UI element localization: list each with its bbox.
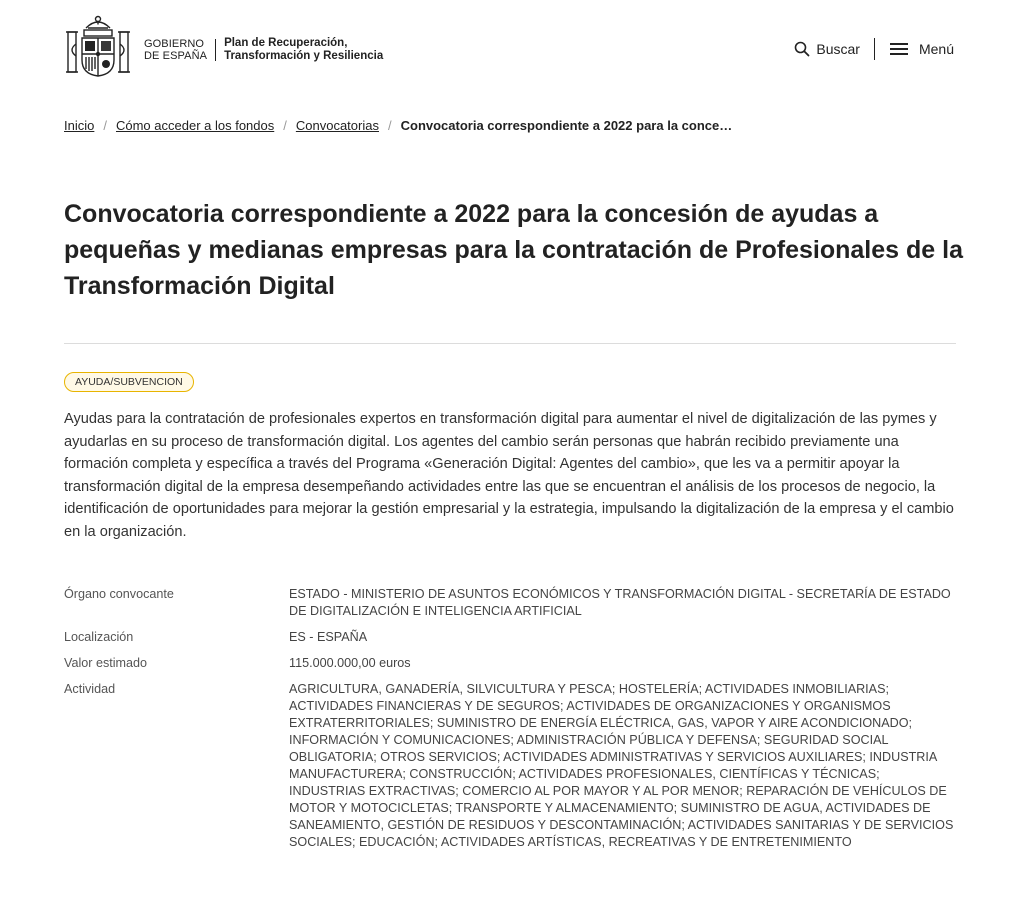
hamburger-menu-icon <box>889 41 909 57</box>
plan-name <box>224 37 383 63</box>
plan-line-1: Plan de Recuperación, <box>224 37 348 49</box>
detail-row-localizacion <box>64 629 958 646</box>
category-badge: AYUDA/SUBVENCION <box>64 372 194 392</box>
details-table <box>64 586 958 860</box>
breadcrumb-link-convocatorias[interactable]: Convocatorias <box>295 118 379 133</box>
government-name <box>144 38 207 62</box>
gov-line-2: DE ESPAÑA <box>144 50 208 62</box>
breadcrumb-separator: / <box>387 118 392 133</box>
detail-value: 115.000.000,00 euros <box>289 656 411 670</box>
breadcrumb-separator: / <box>283 118 287 133</box>
menu-button[interactable] <box>889 41 954 57</box>
breadcrumb-link-acceder-fondos[interactable]: Cómo acceder a los fondos <box>115 118 275 133</box>
detail-label: Órgano convocante <box>64 587 174 601</box>
breadcrumb-separator: / <box>103 118 107 133</box>
coat-of-arms-icon <box>64 14 132 86</box>
detail-row-organo <box>64 586 958 620</box>
breadcrumb-current: Convocatoria correspondiente a 2022 para la conce… <box>400 118 733 133</box>
page-description: Ayudas para la contratación de profesionales expertos en transformación digital para aumentar el nivel de digitalización de las pymes y ayudarlas en su proceso de transformación digital. Los agentes del cambio serán personas que habrán recibido previamente una formación completa y específica a través del Programa «Generación Digital: Agentes del cambio», que les va a permitir apoyar la transformación digital de la empresa desempeñando actividades entre las que se encuentran el análisis de los procesos de negocio, la identificación de oportunidades para mejorar la gestión empresarial y la estrategia, impulsando la digitalización de la empresa y el cambio en la organización. <box>64 411 954 540</box>
logo-link[interactable] <box>64 14 383 86</box>
detail-value: ES - ESPAÑA <box>289 630 368 644</box>
search-button[interactable] <box>794 41 860 57</box>
gov-line-1: GOBIERNO <box>144 38 205 50</box>
detail-row-actividad <box>64 681 958 851</box>
page-title: Convocatoria correspondiente a 2022 para la concesión de ayudas a pequeñas y medianas empresas para la contratación de Profesionales de la Transformación Digital <box>64 200 963 300</box>
detail-label: Localización <box>64 630 134 644</box>
detail-label: Actividad <box>64 682 116 696</box>
detail-row-valor <box>64 655 958 672</box>
detail-label: Valor estimado <box>64 656 148 670</box>
breadcrumb <box>64 118 732 133</box>
header-actions <box>794 38 954 60</box>
site-header <box>0 0 1024 100</box>
breadcrumb-link-inicio[interactable]: Inicio <box>64 118 95 133</box>
search-icon <box>794 41 810 57</box>
detail-value: AGRICULTURA, GANADERÍA, SILVICULTURA Y PESCA; HOSTELERÍA; ACTIVIDADES INMOBILIARIAS; ACTIVIDADES FINANCIERAS Y DE SEGUROS; ACTIVIDADES DE ORGANIZACIONES Y ORGANISMOS EXTRATERRITORIALES; SUMINISTRO DE ENERGÍA ELÉCTRICA, GAS, VAPOR Y AIRE ACONDICIONADO; INFORMACIÓN Y COMUNICACIONES; ADMINISTRACIÓN PÚBLICA Y DEFENSA; SEGURIDAD SOCIAL OBLIGATORIA; OTROS SERVICIOS; ACTIVIDADES ADMINISTRATIVAS Y SERVICIOS AUXILIARES; INDUSTRIA MANUFACTURERA; CONSTRUCCIÓN; ACTIVIDADES PROFESIONALES, CIENTÍFICAS Y TÉCNICAS; INDUSTRIAS EXTRACTIVAS; COMERCIO AL POR MAYOR Y AL POR MENOR; REPARACIÓN DE VEHÍCULOS DE MOTOR Y MOTOCICLETAS; TRANSPORTE Y ALMACENAMIENTO; SUMINISTRO DE AGUA, ACTIVIDADES DE SANEAMIENTO, GESTIÓN DE RESIDUOS Y DESCONTAMINACIÓN; ACTIVIDADES SANITARIAS Y DE SERVICIOS SOCIALES; EDUCACIÓN; ACTIVIDADES ARTÍSTICAS, RECREATIVAS Y DE ENTRETENIMIENTO <box>289 682 954 849</box>
section-divider <box>64 343 956 344</box>
header-divider <box>874 38 875 60</box>
search-label: Buscar <box>816 41 860 57</box>
menu-label: Menú <box>918 41 954 57</box>
plan-line-2: Transformación y Resiliencia <box>224 50 384 62</box>
detail-value: ESTADO - MINISTERIO DE ASUNTOS ECONÓMICOS Y TRANSFORMACIÓN DIGITAL - SECRETARÍA DE ESTADO DE DIGITALIZACIÓN E INTELIGENCIA ARTIFICIAL <box>289 587 951 618</box>
logo-divider <box>215 39 216 61</box>
